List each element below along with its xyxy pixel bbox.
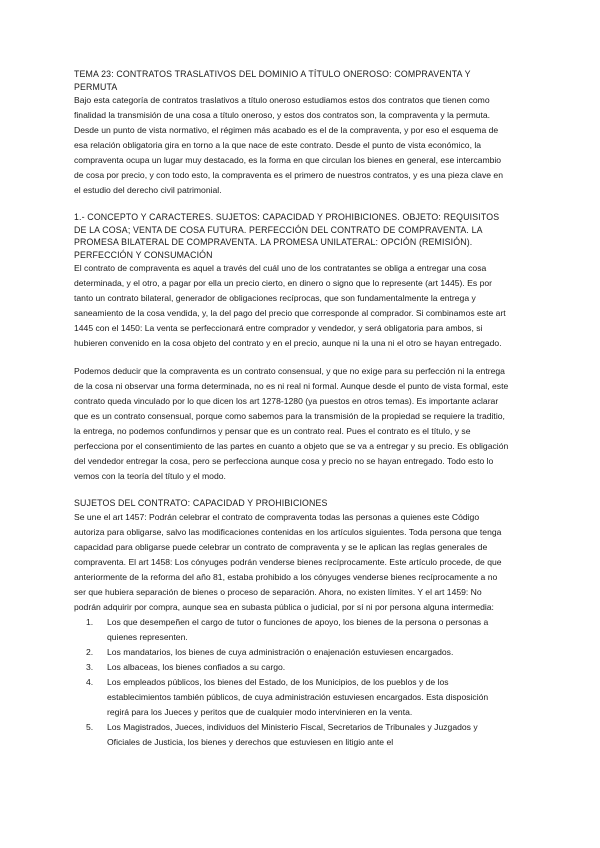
list-item — [86, 720, 510, 750]
section-1-paragraph-2: Podemos deducir que la compraventa es un contrato consensual, y que no exige para su perfección ni la entrega de la cosa ni observar una forma determinada, no es ni real ni formal. Aunque desde el punto de vista formal, este contrato queda vinculado por lo que dicen los art 1278-1280 (ya puestos en otros temas). Es importante aclarar que es un contrato consensual, porque como sabemos para la transmisión de la propiedad se requiere la traditio, la entrega, no podemos confundirnos y pensar que es un contrato real. Pues el contrato es el título, y se perfecciona por el consentimiento de las partes en cuanto a objeto que se va a entregar y su precio. Es obligación del vendedor entregar la cosa, pero se perfecciona aunque cosa y precio no se hayan entregado. Todo esto lo vemos con la teoría del título y el modo. — [74, 366, 509, 481]
spacer — [74, 351, 510, 364]
list-item-text: Los Magistrados, Jueces, individuos del Ministerio Fiscal, Secretarios de Tribunales y Juzgados y Oficiales de Justicia, los bienes y derechos que estuviesen en litigio ante el — [107, 721, 478, 747]
list-item — [86, 675, 510, 720]
list-item — [86, 615, 510, 645]
document-page — [74, 68, 510, 750]
document-title: TEMA 23: CONTRATOS TRASLATIVOS DEL DOMINIO A TÍTULO ONEROSO: COMPRAVENTA Y PERMUTA — [74, 69, 471, 92]
list-item-number: 1. — [86, 616, 94, 627]
list-item-text: Los albaceas, los bienes confiados a su cargo. — [107, 661, 286, 672]
list-item-text: Los mandatarios, los bienes de cuya administración o enajenación estuviesen encargados. — [107, 646, 454, 657]
list-item-number: 2. — [86, 646, 94, 657]
list-item-number: 5. — [86, 721, 94, 732]
spacer — [74, 198, 510, 211]
list-item — [86, 660, 510, 675]
list-item — [86, 645, 510, 660]
list-item-text: Los que desempeñen el cargo de tutor o funciones de apoyo, los bienes de la persona o personas a quienes representen. — [107, 616, 489, 642]
section-1-paragraph-1: El contrato de compraventa es aquel a través del cuál uno de los contratantes se obliga a entregar una cosa determinada, y el otro, a pagar por ella un precio cierto, en dinero o signo que lo represente (art 1445). Es por tanto un contrato bilateral, generador de obligaciones recíprocas, que son fundamentalmente la entrega y saneamiento de la cosa vendida, y, la del pago del precio que corresponde al comprador. Si combinamos este art 1445 con el 1450: La venta se perfeccionará entre comprador y vendedor, y será obligatoria para ambos, si hubieren convenido en la cosa objeto del contrato y en el precio, aunque ni la una ni el otro se hayan entregado. — [74, 263, 506, 348]
prohibitions-list — [74, 615, 510, 750]
list-item-number: 4. — [86, 676, 94, 687]
list-item-text: Los empleados públicos, los bienes del Estado, de los Municipios, de los pueblos y de los establecimientos también públicos, de cuya administración estuviesen encargados. Esta disposición regirá para los Jueces y peritos que de cualquier modo intervinieren en la venta. — [107, 676, 489, 717]
list-item-number: 3. — [86, 661, 94, 672]
section-1-heading: 1.- CONCEPTO Y CARACTERES. SUJETOS: CAPACIDAD Y PROHIBICIONES. OBJETO: REQUISITOS DE LA COSA; VENTA DE COSA FUTURA. PERFECCIÓN DEL CONTRATO DE COMPRAVENTA. LA PROMESA BILATERAL DE COMPRAVENTA. LA PROMESA UNILATERAL: OPCIÓN (REMISIÓN). PERFECCIÓN Y CONSUMACIÓN — [74, 212, 500, 260]
section-2-heading: SUJETOS DEL CONTRATO: CAPACIDAD Y PROHIBICIONES — [74, 498, 328, 508]
intro-paragraph: Bajo esta categoría de contratos traslativos a título oneroso estudiamos estos dos contratos que tienen como finalidad la transmisión de una cosa a título oneroso, y estos dos contratos son, la compraventa y la permuta. Desde un punto de vista normativo, el régimen más acabado es el de la compraventa, y por eso el esquema de esa relación obligatoria gira en torno a la que nace de este contrato. Desde el punto de vista económico, la compraventa ocupa un lugar muy destacado, es la forma en que circulan los bienes en general, ese intercambio de cosa por precio, y con todo esto, la compraventa es el primero de nuestros contratos, y es una pieza clave en el estudio del derecho civil patrimonial. — [74, 95, 503, 195]
section-2-paragraph-1: Se une el art 1457: Podrán celebrar el contrato de compraventa todas las personas a quienes este Código autoriza para obligarse, salvo las modificaciones contenidas en los artículos siguientes. Toda persona que tenga capacidad para obligarse puede celebrar un contrato de compraventa y se le aplican las reglas generales de compraventa. El art 1458: Los cónyuges podrán venderse bienes recíprocamente. Este artículo procede, de que anteriormente de la reforma del año 81, estaba prohibido a los cónyuges venderse bienes recíprocamente a no ser que hubiera separación de bienes o proceso de separación. Ahora, no existen límites. Y el art 1459: No podrán adquirir por compra, aunque sea en subasta pública o judicial, por sí ni por persona alguna intermedia: — [74, 511, 502, 612]
spacer — [74, 484, 510, 497]
